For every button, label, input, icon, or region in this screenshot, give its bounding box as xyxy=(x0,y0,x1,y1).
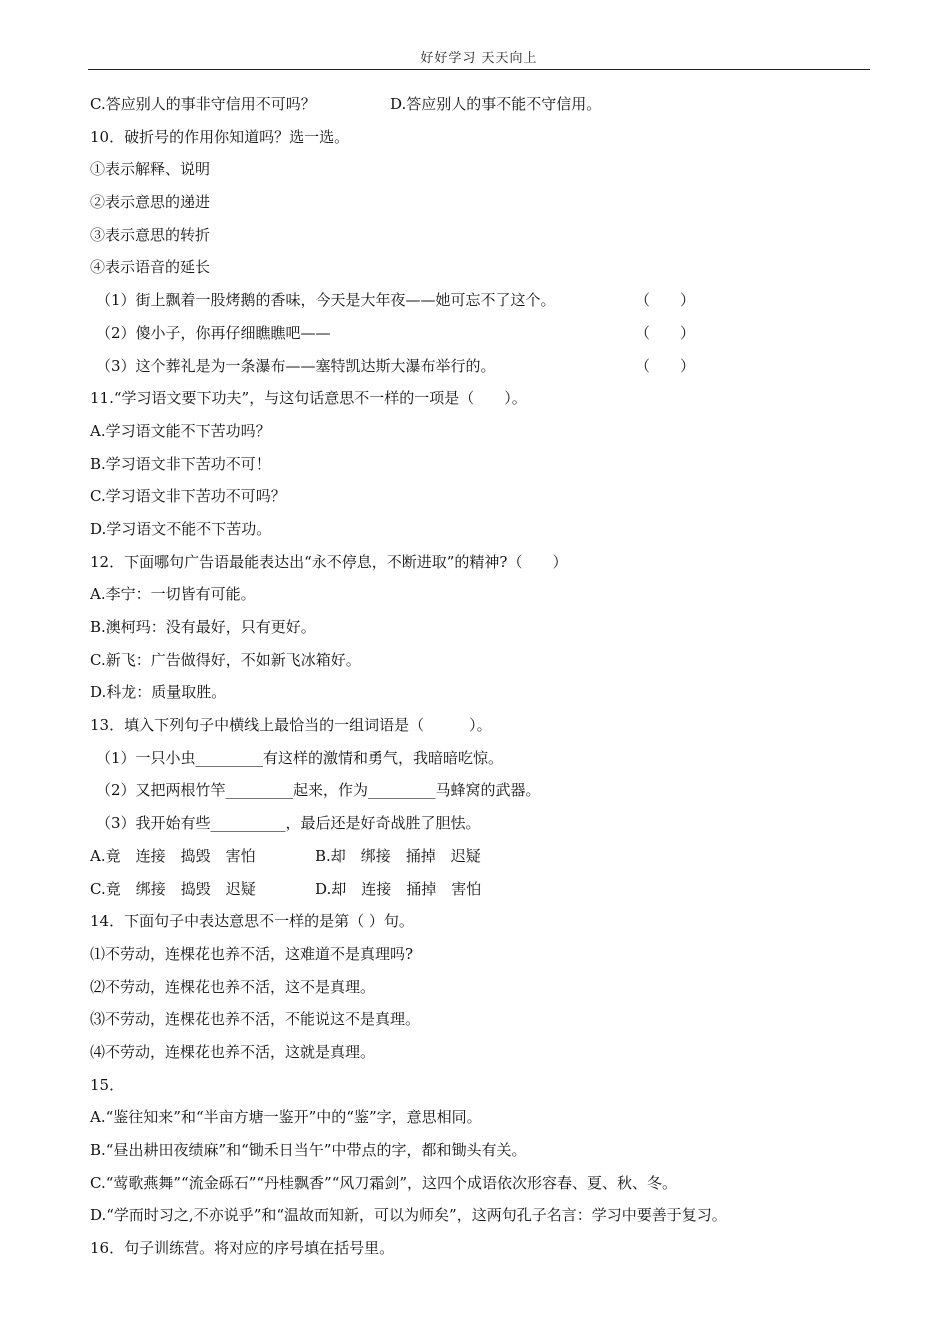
q14-item: ⑵不劳动，连棵花也养不活，这不是真理。 xyxy=(90,977,376,996)
q11-option: B.学习语文非下苦功不可！ xyxy=(90,454,271,473)
q12-option: C.新飞：广告做得好，不如新飞冰箱好。 xyxy=(90,650,361,669)
q10-item xyxy=(90,284,870,317)
q11-option: D.学习语文不能不下苦功。 xyxy=(90,519,272,538)
q12-option: B.澳柯玛：没有最好，只有更好。 xyxy=(90,618,316,636)
q13-option-a: A.竟 连接 捣毁 害怕 xyxy=(90,846,256,865)
document-body xyxy=(90,88,870,1265)
q10-item-text: （2）傻小子，你再仔细瞧瞧吧—— xyxy=(96,323,331,342)
q10-stem: 10．破折号的作用你知道吗？选一选。 xyxy=(90,127,350,146)
q11-option: A.学习语文能不下苦功吗？ xyxy=(90,421,271,440)
q10-item-answer-blank: （ ） xyxy=(635,291,696,310)
q12-option: D.科龙：质量取胜。 xyxy=(90,683,227,702)
q10-item-text: （3）这个葬礼是为一条瀑布——塞特凯达斯大瀑布举行的。 xyxy=(96,356,496,375)
q10-item xyxy=(90,317,870,350)
page-header: 好好学习 天天向上 xyxy=(420,51,538,66)
q10-option: ④表示语音的延长 xyxy=(90,258,211,277)
q16-stem: 16．句子训练营。将对应的序号填在括号里。 xyxy=(90,1239,395,1258)
q15-option: D.“学而时习之,不亦说乎”和“温故而知新，可以为师矣”，这两句孔子名言：学习中要善于复习。 xyxy=(90,1206,727,1225)
q12-stem: 12．下面哪句广告语最能表达出“永不停息，不断进取”的精神?（ ） xyxy=(90,552,568,571)
q13-option-d: D.却 连接 捅掉 害怕 xyxy=(315,879,482,898)
q10-item-answer-blank: （ ） xyxy=(635,323,696,342)
q13-option-b: B.却 绑接 捅掉 迟疑 xyxy=(315,846,481,865)
q15-option: A.“鉴往知来”和“半亩方塘一鉴开”中的“鉴”字，意思相同。 xyxy=(90,1108,482,1127)
q11-stem: 11.“学习语文要下功夫”，与这句话意思不一样的一项是（ ）。 xyxy=(90,389,527,408)
q11-option: C.学习语文非下苦功不可吗？ xyxy=(90,487,286,506)
q13-stem: 13．填入下列句子中横线上最恰当的一组词语是（ ）。 xyxy=(90,716,492,735)
q13-item: （3）我开始有些__________，最后还是好奇战胜了胆怯。 xyxy=(96,814,481,833)
q10-option: ①表示解释、说明 xyxy=(90,160,211,179)
header-rule xyxy=(88,69,870,70)
q10-option: ③表示意思的转折 xyxy=(90,225,211,244)
q13-options-row xyxy=(90,873,870,906)
q9-options-row xyxy=(90,88,870,121)
q10-item xyxy=(90,350,870,383)
q10-option: ②表示意思的递进 xyxy=(90,193,211,212)
q14-item: ⑷不劳动，连棵花也养不活，这就是真理。 xyxy=(90,1042,376,1061)
q15-stem: 15． xyxy=(90,1075,125,1094)
q13-item: （2）又把两根竹竿_________起来，作为_________马蜂窝的武器。 xyxy=(96,781,541,800)
q15-option: B.“昼出耕田夜绩麻”和“锄禾日当午”中带点的字，都和锄头有关。 xyxy=(90,1141,527,1159)
q15-option: C.“莺歌燕舞”“流金砾石”“丹桂飘香”“风刀霜剑”，这四个成语依次形容春、夏、秋、冬。 xyxy=(90,1173,678,1192)
q13-option-c: C.竟 绑接 捣毁 迟疑 xyxy=(90,879,256,898)
q12-option: A.李宁：一切皆有可能。 xyxy=(90,585,256,604)
q13-options-row xyxy=(90,840,870,873)
q9-option-c: C.答应别人的事非守信用不可吗？ xyxy=(90,95,316,113)
q14-item: ⑴不劳动，连棵花也养不活，这难道不是真理吗? xyxy=(90,944,414,963)
q10-item-text: （1）街上飘着一股烤鹅的香味，今天是大年夜——她可忘不了这个。 xyxy=(96,291,556,310)
q14-stem: 14．下面句子中表达意思不一样的是第（ ）句。 xyxy=(90,912,414,931)
q13-item: （1）一只小虫_________有这样的激情和勇气，我暗暗吃惊。 xyxy=(96,748,504,767)
q14-item: ⑶不劳动，连棵花也养不活，不能说这不是真理。 xyxy=(90,1010,421,1029)
q9-option-d: D.答应别人的事不能不守信用。 xyxy=(390,95,602,113)
q10-item-answer-blank: （ ） xyxy=(635,356,696,375)
